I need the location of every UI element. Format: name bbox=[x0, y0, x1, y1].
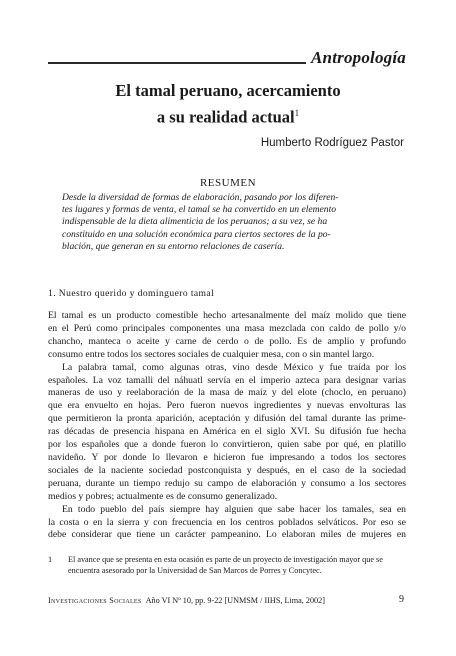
abstract-line: blación, que generan en su entorno relaciones de casería. bbox=[62, 240, 285, 252]
page-footer bbox=[48, 596, 406, 605]
body-line: españoles. La voz tamalli del náhuatl servía en el imperio azteca para designar varias bbox=[48, 374, 406, 386]
article-title-line2 bbox=[0, 102, 456, 129]
footnote-number: 1 bbox=[48, 555, 53, 564]
body-line: debe considerar que tiene un carácter pampeanino. Lo elaboran miles de mujeres en bbox=[48, 529, 406, 541]
journal-section-name: Antropología bbox=[311, 48, 406, 67]
issue-info: Año VI Nº 10, pp. 9-22 [UNMSM / IIHS, Lima, 2002] bbox=[145, 596, 325, 605]
body-text bbox=[48, 310, 406, 542]
body-line: En todo pueblo del país siempre hay alguien que sabe hacer los tamales, sea en bbox=[62, 503, 406, 515]
abstract-line: indispensable de la dieta alimenticia de los peruanos; a su vez, se ha bbox=[62, 216, 328, 228]
footnote-line: El avance que se presenta en esta ocasión es parte de un proyecto de investigación mayor que se bbox=[68, 555, 383, 564]
page-number: 9 bbox=[399, 594, 404, 605]
abstract-line: constituido en una solución económica para ciertos sectores de la po- bbox=[62, 228, 331, 240]
body-line: navideño. Y por donde lo llevaron e hicieron fue impresando a todos los sectores bbox=[48, 451, 406, 463]
footnote-line: encuentra asesorado por la Universidad de San Marcos de Porres y Concytec. bbox=[68, 566, 322, 575]
article-title-line1 bbox=[0, 80, 456, 102]
body-line: El tamal es un producto comestible hecho artesanalmente del maíz molido que tiene bbox=[48, 310, 406, 321]
body-line: que era envuelto en hojas. Pero fueron nuevos ingredientes y nuevas envolturas las bbox=[48, 400, 406, 412]
body-line: peruana, durante un tiempo redujo su campo de elaboración y consumo a los sectores bbox=[48, 477, 406, 489]
body-line: la costa o en la sierra y con frecuencia en los centros poblados selváticos. Por eso se bbox=[48, 516, 406, 528]
abstract-line: Desde la diversidad de formas de elaboración, pasando por los diferen- bbox=[62, 192, 339, 203]
section-heading: 1. Nuestro querido y dominguero tamal bbox=[48, 288, 215, 299]
article-title-text-2: a su realidad actual bbox=[156, 107, 295, 127]
body-line: que permitieron la pronta aparición, aceptación y difusión del tamal durante las prime- bbox=[48, 413, 406, 425]
abstract-heading: RESUMEN bbox=[199, 177, 257, 189]
abstract-line: tes lugares y formas de venta, el tamal se ha convertido en un elemento bbox=[62, 204, 337, 216]
body-line: ras décadas de presencia hispana en América en el siglo XVI. Su difusión fue hecha bbox=[48, 426, 406, 438]
body-line: La palabra tamal, como algunas otras, vino desde México y fue traída por los bbox=[62, 361, 406, 373]
body-line: chancho, manteca o aceite y carne de cerdo o de pollo. Es de amplio y profundo bbox=[48, 335, 406, 347]
footnote-text bbox=[68, 554, 404, 576]
header-rule bbox=[48, 62, 306, 64]
body-line: maneras de uso y reelaboración de la masa de maíz y del elote (choclo, en peruano) bbox=[48, 387, 406, 399]
title-footnote-mark: 1 bbox=[294, 108, 300, 118]
body-line: por los españoles que a donde fueron lo convirtieron, quien sabe por qué, en platillo bbox=[48, 439, 406, 451]
article-title-text-1: El tamal peruano, acercamiento bbox=[115, 81, 341, 100]
body-line: medios y pobres; actualmente es de consumo generalizado. bbox=[48, 490, 278, 502]
body-line: en el Perú como principales componentes una masa mezclada con caldo de pollo y/o bbox=[48, 322, 406, 334]
journal-name: Investigaciones Sociales bbox=[48, 596, 142, 605]
body-line: sociales de la naciente sociedad postconquista y después, en el caso de la sociedad bbox=[48, 464, 406, 476]
author-name: Humberto Rodríguez Pastor bbox=[260, 137, 404, 149]
body-line: consumo entre todos los sectores sociales de cualquier mesa, con o sin mantel largo. bbox=[48, 348, 375, 360]
abstract-text bbox=[62, 192, 400, 253]
